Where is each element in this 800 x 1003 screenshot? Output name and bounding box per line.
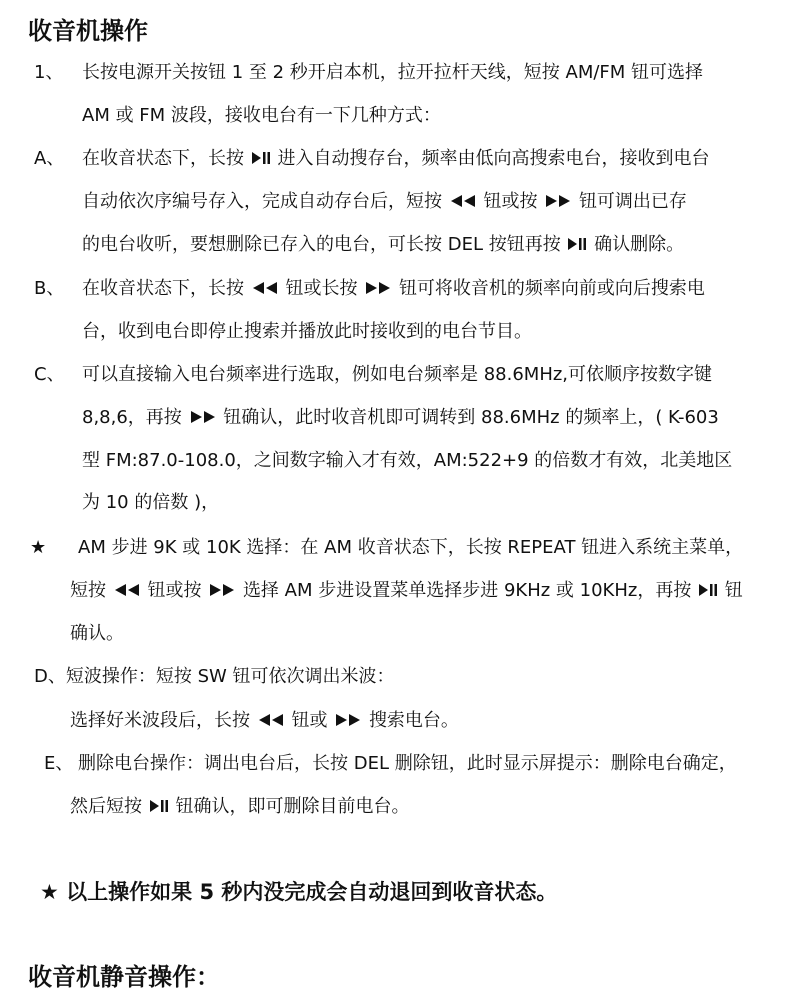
item-e-line-2 bbox=[70, 794, 409, 820]
item-star-text-5: 钮 bbox=[724, 580, 743, 601]
item-e-line-1 bbox=[78, 751, 737, 777]
item-star-line-3 bbox=[70, 621, 124, 647]
item-d-text-4: 搜索电台。 bbox=[368, 710, 459, 731]
fast-forward-icon bbox=[188, 410, 218, 424]
item-c-text-4: 型 FM:87.0-108.0，之间数字输入才有效，AM:522+9 的倍数才有效，北美地区 bbox=[82, 450, 733, 471]
play-pause-icon bbox=[566, 237, 588, 251]
item-star-text-1: AM 步进 9K 或 10K 选择：在 AM 收音状态下，长按 REPEAT 钮进入系统主菜单， bbox=[78, 537, 744, 558]
item-star-line-2 bbox=[70, 578, 743, 604]
item-e-text-1: 删除电台操作：调出电台后，长按 DEL 删除钮，此时显示屏提示：删除电台确定， bbox=[78, 753, 737, 774]
rewind-icon bbox=[256, 713, 286, 727]
star-marker: ★ bbox=[30, 537, 47, 558]
item-a-text-4: 钮或按 bbox=[483, 191, 538, 212]
section-heading-radio-operation: 收音机操作 bbox=[28, 17, 148, 45]
timeout-note-text: 以上操作如果 5 秒内没完成会自动退回到收音状态。 bbox=[66, 880, 558, 904]
star-marker: ★ bbox=[40, 880, 59, 904]
item-d-text-1: D、短波操作：短按 SW 钮可依次调出米波： bbox=[34, 666, 395, 687]
list-marker-c: C、 bbox=[34, 364, 65, 385]
item-a-text-3: 自动依次序编号存入，完成自动存台后，短按 bbox=[82, 191, 442, 212]
item-b-text-3: 钮可将收音机的频率向前或向后搜索电 bbox=[398, 278, 705, 299]
item-a-line-2 bbox=[82, 189, 687, 215]
item-a-text-1: 在收音状态下，长按 bbox=[82, 148, 244, 169]
item-star-text-4: 选择 AM 步进设置菜单选择步进 9KHz 或 10KHz，再按 bbox=[242, 580, 692, 601]
play-pause-icon bbox=[697, 583, 719, 597]
item-star-text-3: 钮或按 bbox=[147, 580, 202, 601]
item-1-line-2 bbox=[82, 103, 441, 129]
item-c-line-1 bbox=[82, 362, 712, 388]
item-a-line-1 bbox=[82, 146, 709, 172]
item-1-text-2: AM 或 FM 波段，接收电台有一下几种方式： bbox=[82, 105, 441, 126]
rewind-icon bbox=[250, 281, 280, 295]
fast-forward-icon bbox=[543, 194, 573, 208]
item-c-text-2: 8,8,6，再按 bbox=[82, 407, 182, 428]
item-c-line-2 bbox=[82, 405, 719, 431]
fast-forward-icon bbox=[333, 713, 363, 727]
play-pause-icon bbox=[148, 799, 170, 813]
rewind-icon bbox=[112, 583, 142, 597]
item-a-text-2: 进入自动搜存台，频率由低向高搜索电台，接收到电台 bbox=[277, 148, 710, 169]
section-heading-mute-operation: 收音机静音操作： bbox=[28, 963, 220, 991]
item-b-line-2 bbox=[82, 319, 532, 345]
item-star-text-6: 确认。 bbox=[70, 623, 124, 644]
item-b-text-4: 台，收到电台即停止搜索并播放此时接收到的电台节目。 bbox=[82, 321, 532, 342]
item-a-text-6: 的电台收听，要想删除已存入的电台，可长按 DEL 按钮再按 bbox=[82, 234, 561, 255]
list-marker-a: A、 bbox=[34, 148, 65, 169]
rewind-icon bbox=[448, 194, 478, 208]
item-c-text-3: 钮确认，此时收音机即可调转到 88.6MHz 的频率上，( K-603 bbox=[223, 407, 719, 428]
item-a-text-7: 确认删除。 bbox=[594, 234, 685, 255]
item-star-text-2: 短按 bbox=[70, 580, 106, 601]
item-d-text-3: 钮或 bbox=[291, 710, 328, 731]
item-e-text-2: 然后短按 bbox=[70, 796, 142, 817]
item-c-text-5: 为 10 的倍数 )， bbox=[82, 492, 220, 513]
fast-forward-icon bbox=[363, 281, 393, 295]
item-star-line-1 bbox=[78, 535, 743, 561]
item-a-text-5: 钮可调出已存 bbox=[578, 191, 687, 212]
item-c-text-1: 可以直接输入电台频率进行选取，例如电台频率是 88.6MHz,可依顺序按数字键 bbox=[82, 364, 713, 385]
item-d-line-2 bbox=[70, 708, 459, 734]
item-d-line-1 bbox=[34, 664, 395, 690]
item-c-line-3 bbox=[82, 448, 732, 474]
item-e-text-3: 钮确认，即可删除目前电台。 bbox=[175, 796, 410, 817]
item-b-line-1 bbox=[82, 276, 705, 302]
item-a-line-3 bbox=[82, 232, 684, 258]
item-c-line-4 bbox=[82, 490, 219, 516]
item-b-text-1: 在收音状态下，长按 bbox=[82, 278, 244, 299]
fast-forward-icon bbox=[207, 583, 237, 597]
list-marker-b: B、 bbox=[34, 278, 65, 299]
list-marker-1: 1、 bbox=[34, 62, 64, 83]
play-pause-icon bbox=[250, 151, 272, 165]
item-1-line-1 bbox=[82, 60, 703, 86]
item-d-text-2: 选择好米波段后，长按 bbox=[70, 710, 250, 731]
timeout-note bbox=[40, 878, 557, 906]
item-b-text-2: 钮或长按 bbox=[285, 278, 358, 299]
list-marker-e: E、 bbox=[44, 753, 74, 774]
item-1-text-1: 长按电源开关按钮 1 至 2 秒开启本机，拉开拉杆天线，短按 AM/FM 钮可选择 bbox=[82, 62, 704, 83]
